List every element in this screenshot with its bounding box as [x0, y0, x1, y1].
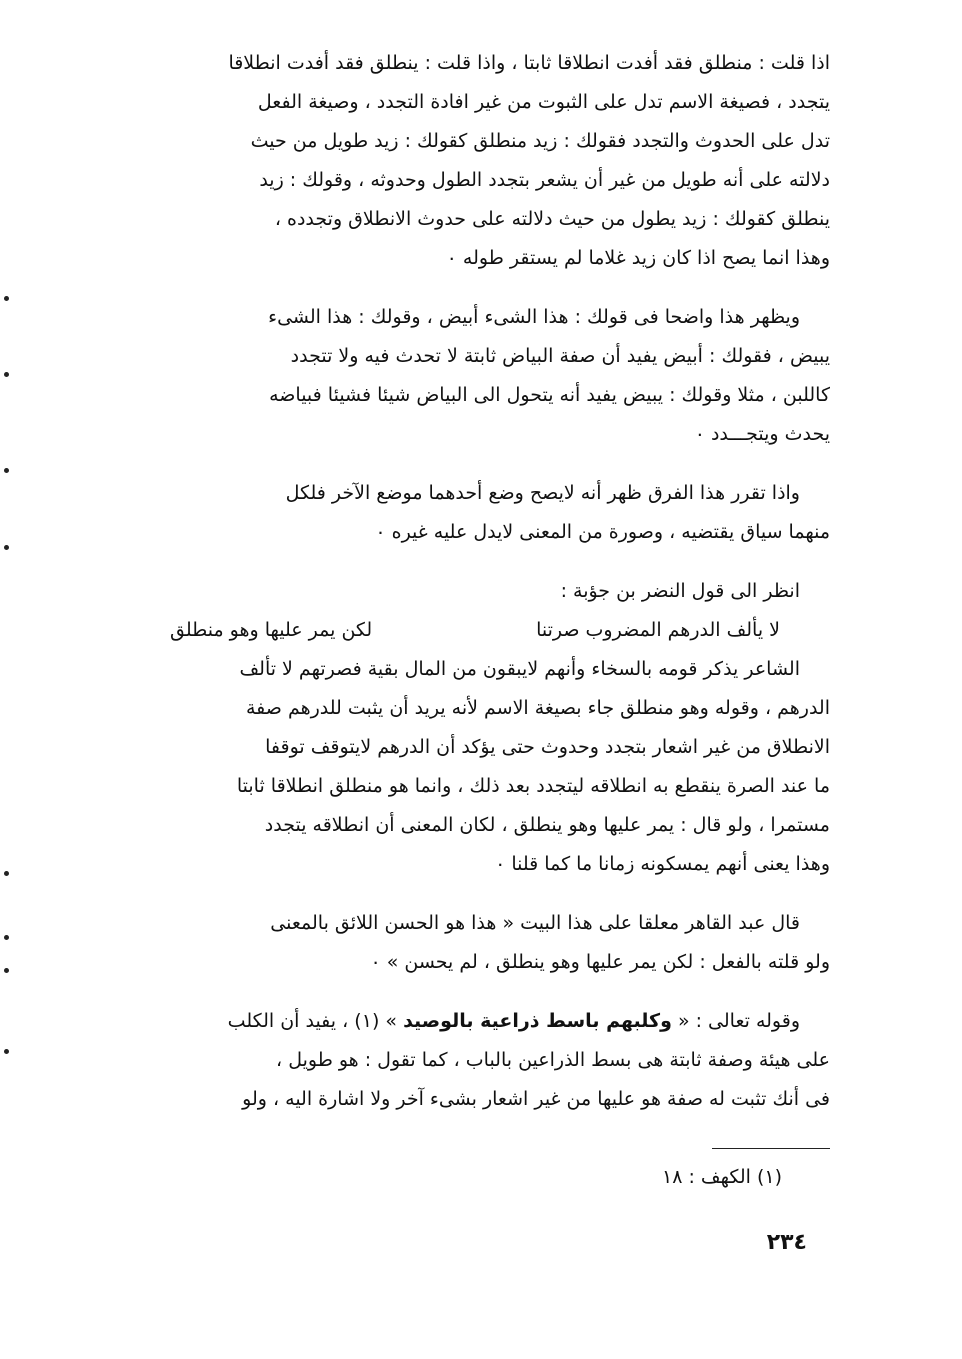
scan-speck — [4, 1049, 9, 1054]
scan-speck — [4, 545, 9, 550]
text-line: وهذا يعنى أنهم يمسكونه زمانا ما كما قلنا ٠ — [495, 853, 830, 875]
text-line: واذا تقرر هذا الفرق ظهر أنه لايصح وضع أحدهما موضع الآخر فلكل — [285, 482, 800, 504]
scan-speck — [4, 871, 9, 876]
paragraph — [140, 474, 830, 552]
page-body — [140, 44, 830, 1119]
text-line: الشاعر يذكر قومه بالسخاء وأنهم لايبقون من المال بقية فصرتهم لا تألف — [239, 658, 800, 680]
text-line: يتجدد ، فصيغة الاسم تدل على الثبوت من غير افادة التجدد ، وصيغة الفعل — [257, 91, 830, 113]
text-line: قال عبد القاهر معلقا على هذا البيت « هذا هو الحسن اللائق بالمعنى — [270, 912, 800, 934]
text-line: دلالته على أنه طويل من غير أن يشعر بتجدد الطول وحدوثه ، وقولك : زيد — [259, 169, 830, 191]
text-line — [140, 1002, 830, 1041]
paragraph — [140, 650, 830, 884]
footnote: (١) الكهف : ١٨ — [662, 1166, 782, 1188]
scan-speck — [4, 468, 9, 473]
text-line: يحدث ويتجـــدد ٠ — [694, 423, 830, 445]
text-line: تدل على الحدوث والتجدد فقولك : زيد منطلق كقولك : زيد طويل من حيث — [250, 130, 830, 152]
verse-second-hemistich: لكن يمر عليها وهو منطلق — [170, 619, 373, 641]
text-line: ما عند الصرة ينقطع به انطلاقه ليتجدد بعد ذلك ، وانما هو منطلق انطلاقا ثابتا — [236, 775, 830, 797]
paragraph — [140, 572, 830, 611]
text-line: ولو قلته بالفعل : لكن يمر عليها وهو ينطلق ، لم يحسن » ٠ — [370, 951, 830, 973]
footnote-separator — [712, 1148, 830, 1149]
paragraph — [140, 904, 830, 982]
text-line: انظر الى قول النضر بن جؤبة : — [560, 580, 800, 602]
quran-verse: وكلبهم باسط ذراعية بالوصيد — [403, 1010, 672, 1032]
text-line: وهذا انما يصح اذا كان زيد غلاما لم يستقر طوله ٠ — [446, 247, 830, 269]
paragraph — [140, 298, 830, 454]
paragraph — [140, 44, 830, 278]
scan-speck — [4, 296, 9, 301]
text-line: يبيض ، فقولك : أبيض يفيد أن صفة البياض ثابتة لا تحدث فيه ولا تتجدد — [290, 345, 830, 367]
text-line: منهما سياق يقتضيه ، وصورة من المعنى لايدل عليه غيره ٠ — [375, 521, 830, 543]
text-line: الانطلاق من غير اشعار بتجدد وحدوث حتى يؤكد أن الدرهم لايتوقف توقفا — [265, 736, 830, 758]
text-line: مستمرا ، ولو قال : يمر عليها وهو ينطلق ، لكان المعنى أن انطلاقه يتجدد — [264, 814, 830, 836]
text-line: فى أنك تثبت له صفة هو عليها من غير اشعار بشىء آخر ولا اشارة اليه ، ولو — [242, 1088, 830, 1110]
scan-speck — [4, 372, 9, 377]
page-number: ٢٣٤ — [766, 1230, 807, 1255]
text-line: اذا قلت : منطلق فقد أفدت انطلاقا ثابتا ، واذا قلت : ينطلق فقد أفدت انطلاقا — [228, 52, 830, 74]
paragraph — [140, 1002, 830, 1119]
text-line: كاللبن ، مثلا وقولك : يبيض يفيد أنه يتحول الى البياض شيئا فشيئا فبياضه — [269, 384, 830, 406]
text-line: ويظهر هذا واضحا فى قولك : هذا الشىء أبيض ، وقولك : هذا الشىء — [268, 306, 800, 328]
scan-speck — [4, 935, 9, 940]
text-line: الدرهم ، وقوله وهو منطلق جاء بصيغة الاسم لأنه يريد أن يثبت للدرهم صفة — [245, 697, 830, 719]
scan-speck — [4, 968, 9, 973]
verse-first-hemistich: لا يألف الدرهم المضروب صرتنا — [536, 619, 780, 641]
text-line: على هيئة وصفة ثابتة هى بسط الذراعين بالباب ، كما تقول : هو طويل ، — [276, 1049, 830, 1071]
quran-prefix: وقوله تعالى : « — [677, 1010, 800, 1032]
text-line: ينطلق كقولك : زيد يطول من حيث دلالته على حدوث الانطلاق وتجدده ، — [274, 208, 830, 230]
poetry-verse — [140, 611, 830, 650]
quran-suffix: » (١) ، يفيد أن الكلب — [227, 1010, 398, 1032]
